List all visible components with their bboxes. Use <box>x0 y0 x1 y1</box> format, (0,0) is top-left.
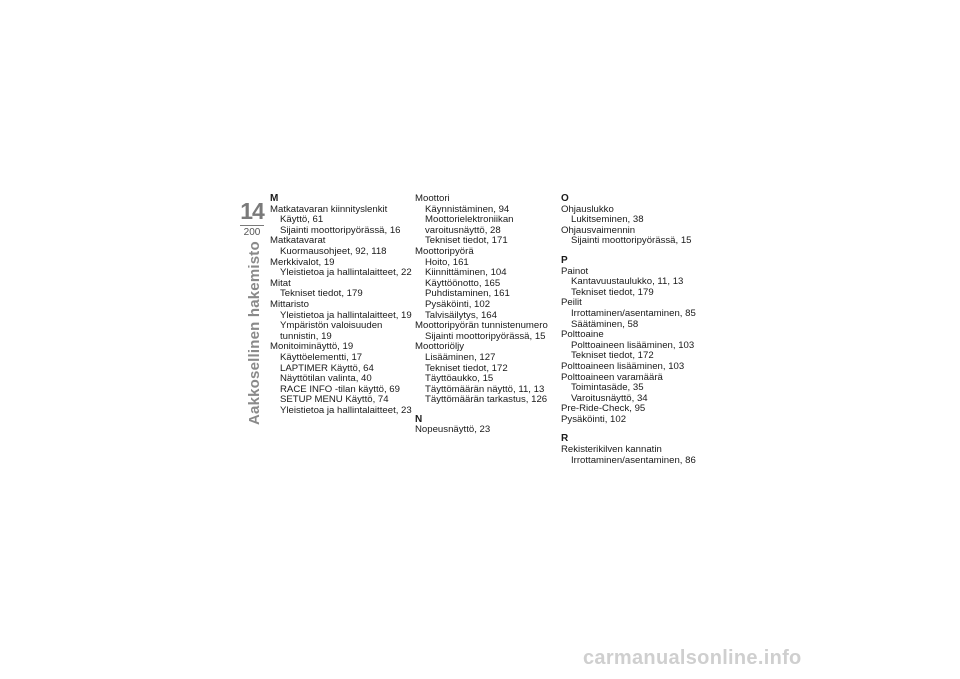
entry-sub: Puhdistaminen, 161 <box>425 288 510 300</box>
entry-sub: RACE INFO -tilan käyttö, 69 <box>280 383 400 395</box>
entry-sub: Sijainti moottoripyörässä, 16 <box>280 224 401 236</box>
chapter-number: 14 <box>240 198 264 224</box>
entry-sub: Varoitusnäyttö, 34 <box>571 392 648 404</box>
entry-sub: Tekniset tiedot, 172 <box>425 362 508 374</box>
index-entry <box>270 342 410 416</box>
entry-head: Merkkivalot, 19 <box>270 256 335 268</box>
entry-sub: Polttoaineen lisääminen, 103 <box>571 339 695 351</box>
entry-sub: Lukitseminen, 38 <box>571 214 644 226</box>
entry-head: Ohjausvaimennin <box>561 224 636 236</box>
entry-sub: Irrottaminen/asentaminen, 86 <box>571 454 696 466</box>
entry-head: Polttoaine <box>561 329 604 341</box>
chapter-divider <box>240 225 264 226</box>
entry-head: Painot <box>561 265 589 277</box>
entry-head: Rekisterikilven kannatin <box>561 444 662 456</box>
entry-sub: Täyttömäärän näyttö, 11, 13 <box>425 383 545 395</box>
entry-sub: Pysäköinti, 102 <box>425 298 491 310</box>
entry-sub: Tekniset tiedot, 179 <box>571 286 654 298</box>
watermark: carmanualsonline.info <box>583 647 802 669</box>
entry-sub: Sijainti moottoripyörässä, 15 <box>571 235 692 247</box>
entry-sub: Täyttömäärän tarkastus, 126 <box>425 394 548 406</box>
index-entry <box>561 415 701 426</box>
index-entry <box>415 247 555 321</box>
index-entry <box>415 194 555 247</box>
index-letter-o: O <box>561 193 569 204</box>
page-number: 200 <box>243 227 261 238</box>
entry-sub: Näyttötilan valinta, 40 <box>280 373 372 385</box>
entry-sub: Sijainti moottoripyörässä, 15 <box>425 330 546 342</box>
index-entry <box>415 425 555 436</box>
index-entry <box>561 362 701 373</box>
entry-head: Nopeusnäyttö, 23 <box>415 424 491 436</box>
index-column-3 <box>561 194 701 466</box>
entry-sub: Yleistietoa ja hallintalaitteet, 23 <box>280 404 412 416</box>
entry-head: Mitat <box>270 277 291 289</box>
entry-head: Monitoiminäyttö, 19 <box>270 341 354 353</box>
index-entry <box>561 226 701 247</box>
entry-sub: Lisääminen, 127 <box>425 351 496 363</box>
entry-sub: SETUP MENU Käyttö, 74 <box>280 394 389 406</box>
entry-sub: Kuormausohjeet, 92, 118 <box>280 245 387 257</box>
entry-sub: Yleistietoa ja hallintalaitteet, 19 <box>280 309 412 321</box>
entry-head: Moottoripyörä <box>415 245 474 257</box>
entry-sub: Talvisäilytys, 164 <box>425 309 497 321</box>
entry-head: Polttoaineen varamäärä <box>561 371 663 383</box>
entry-head: Mittaristo <box>270 298 309 310</box>
entry-sub: Käynnistäminen, 94 <box>425 203 510 215</box>
index-entry <box>415 342 555 406</box>
entry-sub: Käyttö, 61 <box>280 214 324 226</box>
index-letter-m: M <box>270 193 279 204</box>
entry-sub: Kantavuustaulukko, 11, 13 <box>571 276 684 288</box>
index-entry <box>415 321 555 342</box>
entry-sub: Yleistietoa ja hallintalaitteet, 22 <box>280 267 412 279</box>
entry-sub: varoitusnäyttö, 28 <box>425 224 501 236</box>
index-entry <box>561 373 701 405</box>
entry-sub: Käyttöönotto, 165 <box>425 277 501 289</box>
index-entry <box>561 445 701 466</box>
entry-head: Peilit <box>561 297 582 309</box>
entry-sub: Säätäminen, 58 <box>571 318 639 330</box>
entry-head: Pysäköinti, 102 <box>561 413 627 425</box>
entry-sub: LAPTIMER Käyttö, 64 <box>280 362 374 374</box>
entry-head: Pre-Ride-Check, 95 <box>561 403 646 415</box>
letter-gap <box>415 406 555 415</box>
index-column-1 <box>270 194 410 416</box>
entry-head: Matkatavarat <box>270 235 326 247</box>
index-entry <box>270 279 410 300</box>
entry-sub: Tekniset tiedot, 172 <box>571 350 654 362</box>
entry-sub: Tekniset tiedot, 179 <box>280 288 363 300</box>
entry-sub: Irrottaminen/asentaminen, 85 <box>571 307 696 319</box>
entry-sub: Moottorielektroniikan <box>425 214 514 226</box>
index-entry <box>561 267 701 299</box>
entry-sub: Tekniset tiedot, 171 <box>425 235 508 247</box>
index-entry <box>270 236 410 257</box>
entry-head: Ohjauslukko <box>561 203 614 215</box>
index-entry <box>270 258 410 279</box>
entry-head: Moottori <box>415 193 450 204</box>
section-title: Aakkosellinen hakemisto <box>246 241 263 425</box>
entry-sub: Kiinnittäminen, 104 <box>425 267 507 279</box>
entry-sub: Täyttöaukko, 15 <box>425 373 494 385</box>
index-letter-r: R <box>561 433 569 445</box>
index-entry <box>561 205 701 226</box>
letter-gap <box>561 425 701 434</box>
entry-sub: Ympäristön valoisuuden <box>280 320 383 332</box>
entry-head: Matkatavaran kiinnityslenkit <box>270 203 388 215</box>
index-entry <box>561 330 701 362</box>
entry-sub: tunnistin, 19 <box>280 330 332 342</box>
index-entry <box>561 298 701 330</box>
index-entry <box>270 205 410 237</box>
entry-head: Moottoripyörän tunnistenumero <box>415 320 548 332</box>
entry-sub: Hoito, 161 <box>425 256 469 268</box>
index-letter-n: N <box>415 413 423 425</box>
index-entry <box>270 300 410 342</box>
index-column-2 <box>415 194 555 436</box>
entry-head: Moottoriöljy <box>415 341 465 353</box>
entry-sub: Toimintasäde, 35 <box>571 382 644 394</box>
letter-gap <box>561 247 701 256</box>
index-letter-p: P <box>561 254 568 266</box>
entry-sub: Käyttöelementti, 17 <box>280 351 363 363</box>
entry-head: Polttoaineen lisääminen, 103 <box>561 360 685 372</box>
